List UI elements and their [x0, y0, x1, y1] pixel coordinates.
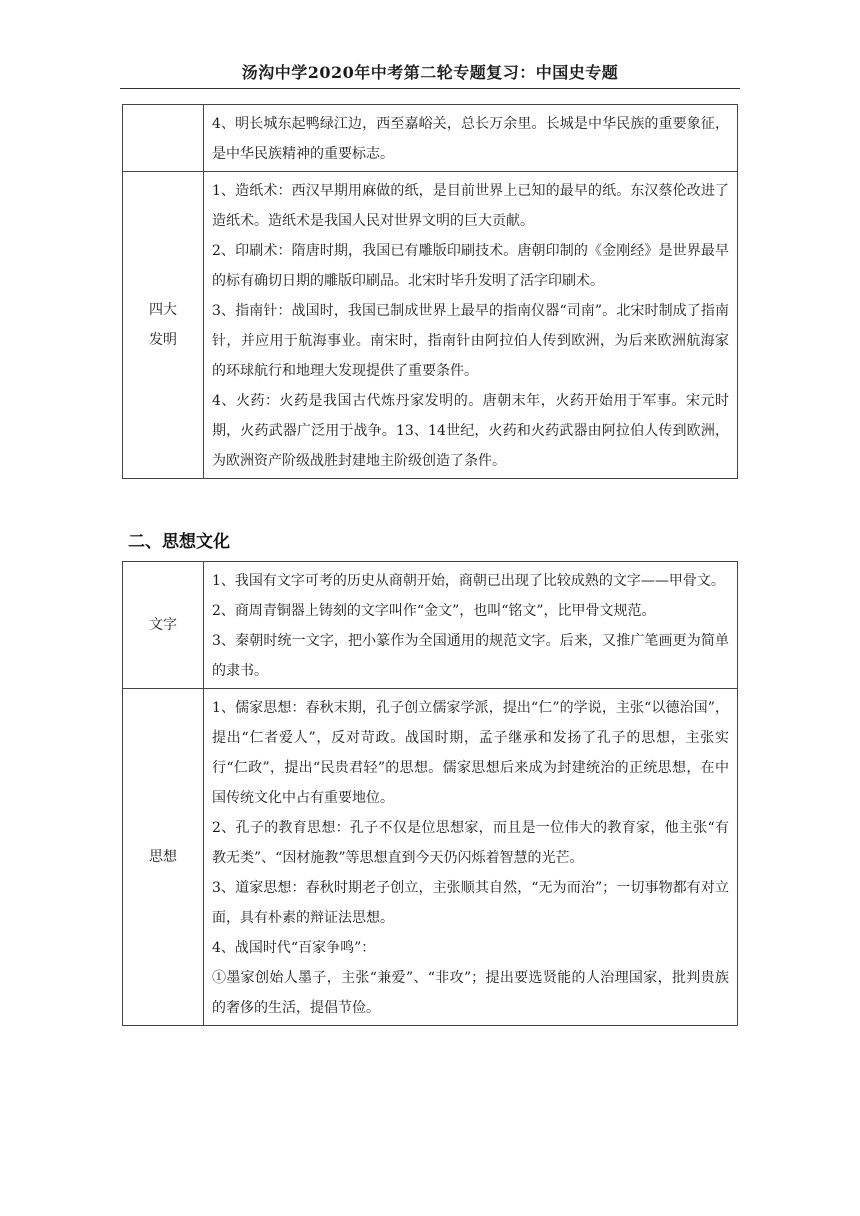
category-cell — [123, 172, 204, 479]
content-paragraph: 2、商周青铜器上铸刻的文字叫作“金文”，也叫“铭文”，比甲骨文规范。 — [212, 603, 656, 619]
content-paragraph: 3、道家思想：春秋时期老子创立，主张顺其自然，“无为而治”；一切事物都有对立面，具有朴素的辩证法思想。 — [212, 880, 729, 926]
content-cell — [204, 105, 738, 172]
category-cell — [123, 562, 204, 689]
content-paragraph: 3、指南针：战国时，我国已制成世界上最早的指南仪器“司南”。北宋时制成了指南针，并应用于航海事业。南宋时，指南针由阿拉伯人传到欧洲，为后来欧洲航海家的环球航行和地理大发现提供了重要条件。 — [212, 303, 729, 379]
content-paragraph: 3、秦朝时统一文字，把小篆作为全国通用的规范文字。后来，又推广笔画更为简单的隶书。 — [212, 633, 729, 679]
content-paragraph: 2、孔子的教育思想：孔子不仅是位思想家，而且是一位伟大的教育家，他主张“有教无类”、“因材施教”等思想直到今天仍闪烁着智慧的光芒。 — [212, 820, 729, 866]
content-paragraph: 4、明长城东起鸭绿江边，西至嘉峪关，总长万余里。长城是中华民族的重要象征，是中华民族精神的重要标志。 — [212, 116, 729, 162]
category-cell — [123, 105, 204, 172]
table-row — [123, 689, 738, 1026]
inventions-table — [122, 104, 738, 479]
table-row — [123, 105, 738, 172]
table-row — [123, 562, 738, 689]
content-paragraph: 1、我国有文字可考的历史从商朝开始，商朝已出现了比较成熟的文字——甲骨文。 — [212, 573, 725, 589]
category-label: 文字 — [149, 617, 177, 633]
category-label: 发明 — [149, 332, 177, 348]
table-row — [123, 172, 738, 479]
thought-culture-table — [122, 561, 738, 1026]
content-paragraph: 1、造纸术：西汉早期用麻做的纸，是目前世界上已知的最早的纸。东汉蔡伦改进了造纸术。造纸术是我国人民对世界文明的巨大贡献。 — [212, 183, 729, 229]
content-paragraph: 4、火药：火药是我国古代炼丹家发明的。唐朝末年，火药开始用于军事。宋元时期，火药武器广泛用于战争。13、14世纪，火药和火药武器由阿拉伯人传到欧洲，为欧洲资产阶级战胜封建地主阶级创造了条件。 — [212, 393, 729, 469]
content-paragraph: 2、印刷术：隋唐时期，我国已有雕版印刷技术。唐朝印制的《金刚经》是世界最早的标有确切日期的雕版印刷品。北宋时毕升发明了活字印刷术。 — [212, 243, 729, 289]
content-paragraph: ①墨家创始人墨子，主张“兼爱”、“非攻”；提出要选贤能的人治理国家，批判贵族的奢侈的生活，提倡节俭。 — [212, 970, 729, 1016]
content-cell — [204, 689, 738, 1026]
content-paragraph: 1、儒家思想：春秋末期，孔子创立儒家学派，提出“仁”的学说，主张“以德治国”，提出“仁者爱人”，反对苛政。战国时期，孟子继承和发扬了孔子的思想，主张实行“仁政”，提出“民贵君轻”的思想。儒家思想后来成为封建统治的正统思想，在中国传统文化中占有重要地位。 — [212, 700, 729, 806]
category-cell — [123, 689, 204, 1026]
content-paragraph: 4、战国时代“百家争鸣”： — [212, 940, 376, 956]
header-rule — [120, 88, 740, 89]
page-header-title: 汤沟中学2020年中考第二轮专题复习：中国史专题 — [241, 63, 619, 82]
section-heading-thought-culture: 二、思想文化 — [128, 532, 230, 552]
category-label: 思想 — [149, 849, 177, 865]
category-label: 四大 — [149, 302, 177, 318]
content-cell — [204, 172, 738, 479]
content-cell — [204, 562, 738, 689]
